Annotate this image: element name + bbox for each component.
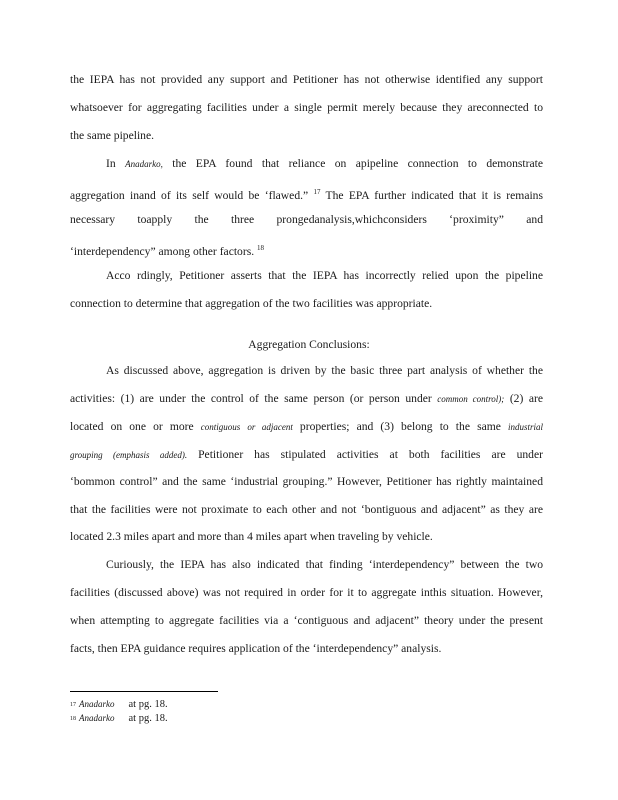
case-name: Anadarko, [125, 159, 163, 169]
case-name: Anadarko [79, 713, 115, 723]
body-line: when attempting to aggregate facilities via a ‘contiguous and adjacent” theory under the present [70, 614, 543, 627]
text-run: activities: (1) are under the control of the same person (or person under [70, 392, 438, 405]
footnote-ref-text: at pg. 18. [128, 699, 168, 710]
text-run: the EPA found that reliance on apipeline connection to demonstrate [162, 157, 544, 170]
body-line [106, 157, 543, 171]
italic-text: or adjacent [247, 422, 293, 432]
footnote-ref-text: at pg. 18. [128, 713, 168, 724]
case-name: Anadarko [79, 699, 115, 709]
text-run: aggregation inand of its self would be ‘flawed.” [70, 189, 314, 202]
text-run: properties; and (3) belong to the same [292, 420, 508, 433]
body-line [70, 241, 543, 259]
text-run: Petitioner has stipulated activities at both facilities are under [187, 448, 543, 461]
footnote [70, 712, 168, 725]
italic-text: industrial [508, 422, 544, 432]
body-line: Curiously, the IEPA has also indicated that finding ‘interdependency” between the two [106, 558, 543, 571]
body-line: facts, then EPA guidance requires application of the ‘interdependency” analysis. [70, 642, 442, 655]
body-line: Acco rdingly, Petitioner asserts that the IEPA has incorrectly relied upon the pipeline [106, 269, 543, 282]
footnote [70, 698, 168, 711]
body-line: whatsoever for aggregating facilities under a single permit merely because they areconnected to [70, 101, 543, 114]
body-line [70, 185, 543, 203]
footnote-separator [70, 691, 218, 692]
footnote-ref: 17 [313, 188, 321, 196]
footnote-ref: 18 [257, 244, 265, 252]
body-line [70, 448, 543, 462]
italic-text: common control); [437, 394, 505, 404]
footnote-number: 17 [70, 702, 76, 708]
text-run: The EPA further indicated that it is remains [320, 189, 543, 202]
text-run: located on one or more [70, 420, 201, 433]
body-line [70, 392, 543, 406]
body-line: located 2.3 miles apart and more than 4 miles apart when traveling by vehicle. [70, 530, 433, 543]
body-line: the IEPA has not provided any support and Petitioner has not otherwise identified any support [70, 73, 543, 86]
body-line: necessary toapply the three prongedanalysis,whichconsiders ‘proximity” and [70, 213, 543, 226]
text-run: In [106, 157, 126, 170]
footnote-number: 18 [70, 716, 76, 722]
text-run: ‘interdependency” among other factors. [70, 245, 258, 258]
italic-text: contiguous [200, 422, 241, 432]
body-line: the same pipeline. [70, 129, 155, 142]
body-line: that the facilities were not proximate to each other and not ‘bontiguous and adjacent” as they are [70, 503, 543, 516]
body-line: ‘bommon control” and the same ‘industrial grouping.” However, Petitioner has rightly maintained [70, 475, 543, 488]
text-run: (2) are [504, 392, 544, 405]
section-heading: Aggregation Conclusions: [248, 338, 370, 351]
body-line: connection to determine that aggregation of the two facilities was appropriate. [70, 297, 433, 310]
italic-text: grouping (emphasis added). [70, 450, 188, 460]
body-line: facilities (discussed above) was not required in order for it to aggregate inthis situation. However, [70, 586, 543, 599]
body-line: As discussed above, aggregation is driven by the basic three part analysis of whether the [106, 364, 543, 377]
body-line [70, 420, 543, 434]
